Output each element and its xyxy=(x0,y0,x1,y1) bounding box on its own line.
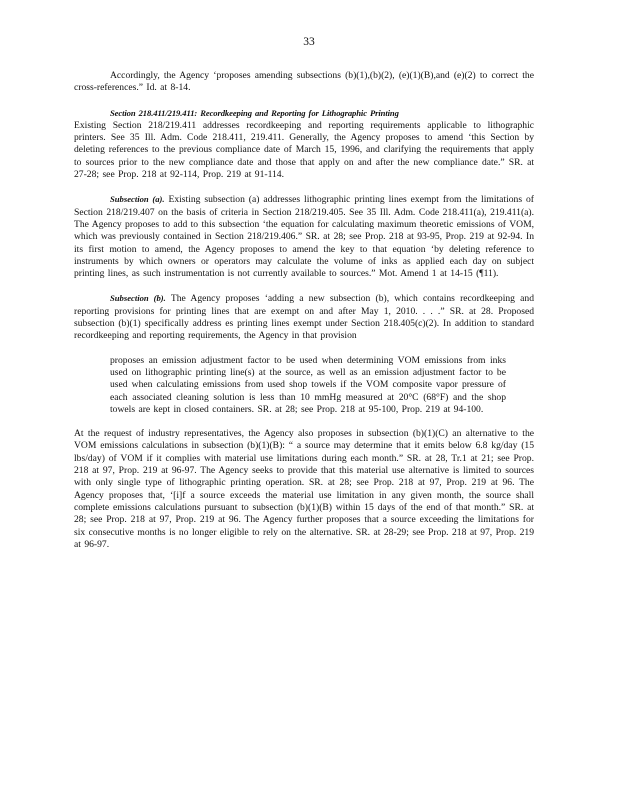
section-heading: Section 218.411/219.411: Recordkeeping and Reporting for Lithographic Printing xyxy=(110,107,399,118)
paragraph-material-use-alternative: At the request of industry representatives, the Agency also proposes in subsection (b)(1)(C) an alternative to the VOM emissions calculations in subsection (b)(1)(B): “ a source may determine that it emits below 6.8 kg/day (15 lbs/day) of VOM if it complies with material use limitations during each month.” SR. at 28, Tr.1 at 21; see Prop. 218 at 97, Prop. 219 at 96-97. The Agency seeks to provide that this material use alternative is limited to sources with only single type of lithographic printing operation. SR. at 28; see Prop. 218 at 97, Prop. 219 at 96. The Agency proposes that, ‘[i]f a source exceeds the material use limitation in any given month, the source shall complete emissions calculations pursuant to subsection (b)(1)(B) within 15 days of the end of that month.” SR. at 28; see Prop. 218 at 97, Prop. 219 at 96. The Agency further proposes that a source exceeding the limitations for six consecutive months is no longer eligible to rely on the alternative. SR. at 28-29; see Prop. 218 at 97, Prop. 219 at 96-97. xyxy=(74,428,534,550)
document-body xyxy=(74,70,534,563)
page-number: 33 xyxy=(303,36,315,48)
subsection-a-text: Existing subsection (a) addresses lithographic printing lines exempt from the limitations of Section 218/219.407 on the basis of criteria in Section 218/219.405. See 35 Ill. Adm. Code 218.411(a), 219.411(a). The Agency proposes to add to this subsection ‘the equation for calculating maximum theoretic emissions of VOM, which was previously contained in Section 218/219.406.” SR. at 28; see Prop. 218 at 93-95, Prop. 219 at 92-94. In its first motion to amend, the Agency proposes to amend the key to that equation ‘by deleting reference to instruments by which owners or operators may calculate the volume of inks as applied each day on subject printing lines, as such instrumentation is not currently available to sources.” Mot. Amend 1 at 14-15 (¶11). xyxy=(74,194,535,280)
subsection-a-label: Subsection (a). xyxy=(110,194,165,205)
section-heading-block xyxy=(74,107,534,120)
paragraph-subsection-b xyxy=(74,292,534,342)
subsection-b-label: Subsection (b). xyxy=(110,293,166,304)
block-quote: proposes an emission adjustment factor to be used when determining VOM emissions from inks used on lithographic printing line(s) at the source, as well as an emission adjustment factor to be used when calculating emissions from used shop towels if the VOM composite vapor pressure of each associated cleaning solution is less than 10 mmHg measured at 20°C (68°F) and the shop towels are kept in closed containers. SR. at 28; see Prop. 218 at 95-100, Prop. 219 at 94-100. xyxy=(110,354,506,415)
paragraph-section-intro: Existing Section 218/219.411 addresses recordkeeping and reporting requirements applicable to lithographic printers. See 35 Ill. Adm. Code 218.411, 219.411. Generally, the Agency proposes to amend ‘this Section by deleting references to the previous compliance date of March 15, 1996, and clarifying the requirements that apply to sources prior to the new compliance date and those that apply on and after the new compliance date.” SR. at 27-28; see Prop. 218 at 92-114, Prop. 219 at 91-114. xyxy=(74,119,534,181)
paragraph-cross-references: Accordingly, the Agency ‘proposes amending subsections (b)(1),(b)(2), (e)(1)(B),and (e)(2) to correct the cross-references.” Id. at 8-14. xyxy=(74,70,534,94)
subsection-b-text: The Agency proposes ‘adding a new subsection (b), which contains recordkeeping and reporting provisions for printing lines that are exempt on and after May 1, 2010. . . .” SR. at 28. Proposed subsection (b)(1) specifically address es printing lines exempt under Section 218.405(c)(2). In addition to standard recordkeeping and reporting requirements, the Agency in that provision xyxy=(74,293,535,342)
paragraph-subsection-a xyxy=(74,193,534,280)
